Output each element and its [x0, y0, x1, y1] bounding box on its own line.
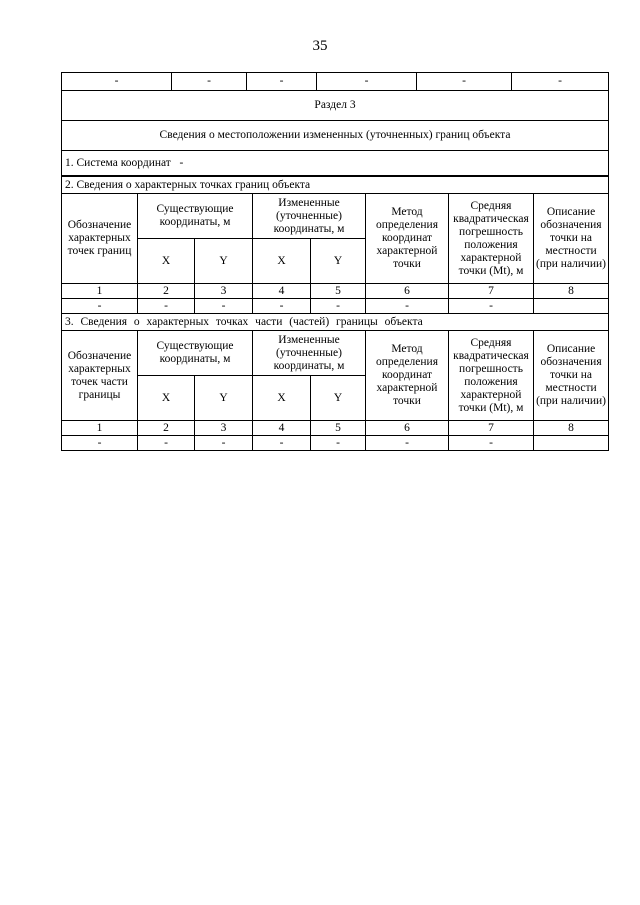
points-table-2 — [61, 313, 609, 451]
col-description: Описание обозначения точки на местности (при наличии) — [534, 331, 609, 421]
col-x: X — [138, 376, 195, 421]
data-cell: - — [62, 436, 138, 451]
col-number: 1 — [62, 284, 138, 299]
table-row — [62, 421, 609, 436]
top-cell: - — [512, 73, 609, 91]
col-existing-coords: Существующие координаты, м — [138, 331, 253, 376]
col-number: 2 — [138, 284, 195, 299]
col-method: Метод определения координат характерной точки — [366, 194, 449, 284]
col-number: 3 — [195, 421, 253, 436]
col-number: 1 — [62, 421, 138, 436]
table-2-title: 3. Сведения о характерных точках части (частей) границы объекта — [62, 314, 609, 331]
points-table-1-block — [61, 176, 608, 314]
data-cell: - — [366, 436, 449, 451]
data-cell: - — [138, 436, 195, 451]
data-cell: - — [311, 436, 366, 451]
section-title: Раздел 3 — [62, 91, 609, 121]
table-row — [62, 284, 609, 299]
table-1-title: 2. Сведения о характерных точках границ объекта — [62, 177, 609, 194]
col-designation: Обозначение характерных точек границ — [62, 194, 138, 284]
top-cell: - — [62, 73, 172, 91]
col-number: 4 — [253, 284, 311, 299]
points-table-1 — [61, 176, 609, 314]
col-number: 3 — [195, 284, 253, 299]
coord-system-row — [62, 151, 609, 176]
col-number: 8 — [534, 284, 609, 299]
col-error: Средняя квадратическая погрешность положения характерной точки (Mt), м — [449, 194, 534, 284]
col-number: 7 — [449, 284, 534, 299]
table-row — [62, 299, 609, 314]
col-number: 5 — [311, 284, 366, 299]
col-number: 8 — [534, 421, 609, 436]
col-description: Описание обозначения точки на местности (при наличии) — [534, 194, 609, 284]
col-x: X — [138, 239, 195, 284]
col-number: 6 — [366, 421, 449, 436]
col-changed-coords: Измененные (уточненные) координаты, м — [253, 331, 366, 376]
data-cell: - — [253, 436, 311, 451]
top-cell: - — [417, 73, 512, 91]
data-cell — [534, 299, 609, 314]
section-header-block — [61, 72, 608, 176]
data-cell: - — [195, 299, 253, 314]
top-cell: - — [317, 73, 417, 91]
col-error: Средняя квадратическая погрешность положения характерной точки (Mt), м — [449, 331, 534, 421]
top-empty-row — [62, 73, 609, 91]
col-x: X — [253, 376, 311, 421]
col-y: Y — [311, 239, 366, 284]
col-y: Y — [311, 376, 366, 421]
col-designation: Обозначение характерных точек части границы — [62, 331, 138, 421]
col-changed-coords: Измененные (уточненные) координаты, м — [253, 194, 366, 239]
col-existing-coords: Существующие координаты, м — [138, 194, 253, 239]
col-y: Y — [195, 239, 253, 284]
col-number: 4 — [253, 421, 311, 436]
data-cell: - — [253, 299, 311, 314]
data-cell: - — [449, 436, 534, 451]
table-row — [62, 436, 609, 451]
data-cell: - — [311, 299, 366, 314]
data-cell — [534, 436, 609, 451]
col-x: X — [253, 239, 311, 284]
col-number: 2 — [138, 421, 195, 436]
top-cell: - — [172, 73, 247, 91]
top-cell: - — [247, 73, 317, 91]
col-y: Y — [195, 376, 253, 421]
col-number: 7 — [449, 421, 534, 436]
points-table-2-block — [61, 313, 608, 451]
coord-system-value: - — [179, 156, 184, 169]
col-number: 6 — [366, 284, 449, 299]
col-number: 5 — [311, 421, 366, 436]
section-header-table — [61, 72, 609, 176]
coord-system-label: 1. Система координат — [65, 156, 171, 169]
col-method: Метод определения координат характерной точки — [366, 331, 449, 421]
data-cell: - — [138, 299, 195, 314]
data-cell: - — [62, 299, 138, 314]
section-subtitle: Сведения о местоположении измененных (уточненных) границ объекта — [62, 121, 609, 151]
data-cell: - — [366, 299, 449, 314]
page-number: 35 — [312, 38, 328, 54]
data-cell: - — [449, 299, 534, 314]
data-cell: - — [195, 436, 253, 451]
